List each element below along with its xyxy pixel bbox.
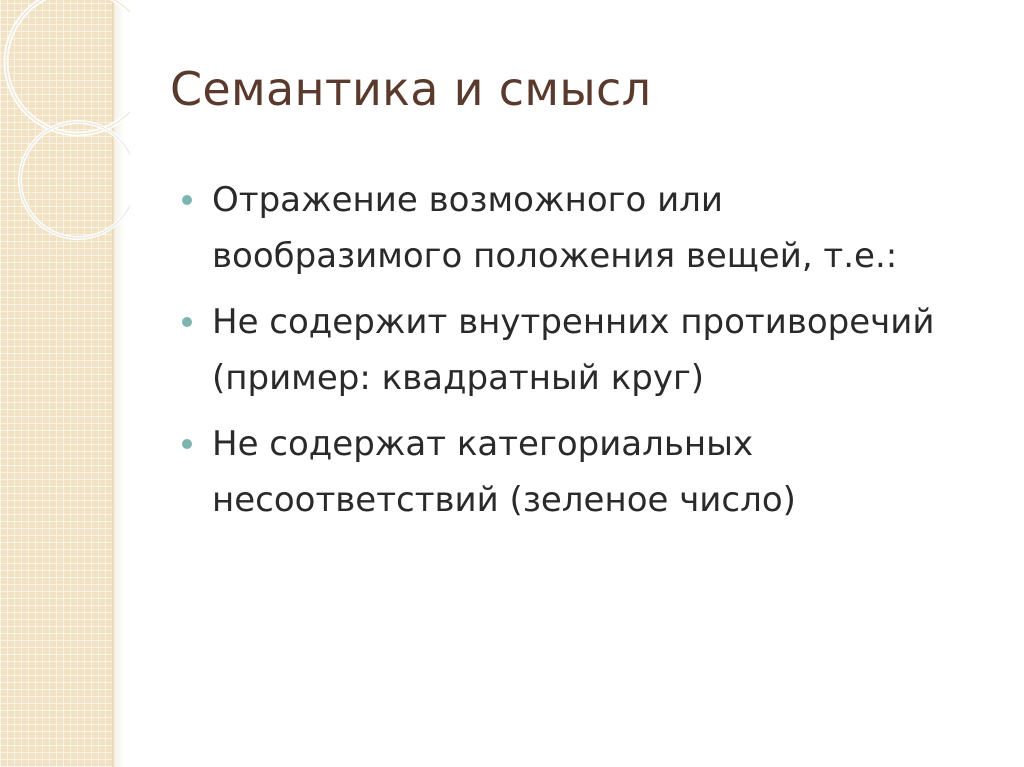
- bullet-text: Не содержит внутренних противоречий (пример: квадратный круг): [212, 302, 935, 398]
- decorative-rings-icon: [0, 0, 130, 260]
- bullet-item: [180, 172, 980, 284]
- slide-title: Семантика и смысл: [170, 62, 652, 116]
- bullet-item: [180, 416, 980, 528]
- bullet-list: [180, 172, 980, 538]
- bullet-text: Не содержат категориальных несоответствий (зеленое число): [212, 424, 796, 520]
- bullet-marker-icon: [182, 317, 192, 327]
- bullet-marker-icon: [182, 195, 192, 205]
- bullet-marker-icon: [182, 439, 192, 449]
- bullet-item: [180, 294, 980, 406]
- bullet-text: Отражение возможного или вообразимого положения вещей, т.е.:: [212, 180, 898, 276]
